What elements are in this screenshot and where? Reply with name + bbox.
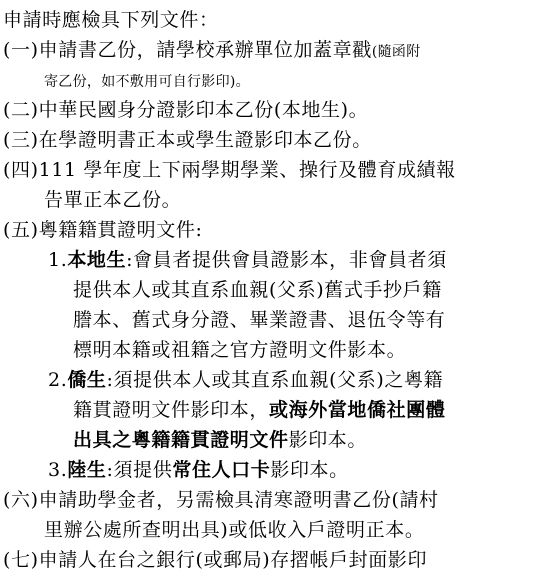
sub-3-text: :須提供 <box>106 459 173 481</box>
item-1-text: 申請書乙份，請學校承辦單位加蓋章戳 <box>38 39 372 61</box>
item-1-line-2 <box>3 65 547 95</box>
item-5-text: 粵籍籍貫證明文件: <box>38 219 203 241</box>
sub-2-text: :須提供本人或其直系血親(父系)之粵籍 <box>106 369 444 391</box>
item-5-sub-2-line-2 <box>3 395 547 425</box>
item-5-sub-2-line-3 <box>3 425 547 455</box>
item-6-line-1 <box>3 485 547 515</box>
item-4-label: (四) <box>3 159 39 181</box>
sub-3-emphasis: 常住人口卡 <box>172 459 271 481</box>
item-1-line-1 <box>3 35 547 65</box>
item-3-label: (三) <box>3 129 39 151</box>
sub-2-number: 2. <box>48 369 68 391</box>
sub-2-emphasis: 或海外當地僑社團體 <box>269 399 446 421</box>
item-5-sub-1-line-3: 謄本、舊式身分證、畢業證書、退伍令等有 <box>73 309 446 331</box>
item-4-line-2 <box>3 185 547 215</box>
item-6-label: (六) <box>3 489 39 511</box>
item-5-sub-1-line-2: 提供本人或其直系血親(父系)舊式手抄戶籍 <box>73 279 442 301</box>
item-2-text: 中華民國身分證影印本乙份(本地生)。 <box>38 99 369 121</box>
sub-2-plain-end: 影印本。 <box>288 429 368 451</box>
item-7-line-1 <box>3 545 547 575</box>
sub-1-text: :會員者提供會員證影本，非會員者須 <box>126 249 447 271</box>
sub-2-label: 僑生 <box>67 369 107 391</box>
item-4-line-1 <box>3 155 547 185</box>
sub-2-plain: 籍貫證明文件影印本， <box>73 399 270 421</box>
document-heading: 申請時應檢具下列文件： <box>3 9 219 31</box>
item-7-text: 申請人在台之銀行(或郵局)存摺帳戶封面影印 <box>38 549 428 571</box>
item-5-label: (五) <box>3 219 39 241</box>
item-5-sub-1-line-4: 標明本籍或祖籍之官方證明文件影本。 <box>73 339 407 361</box>
item-1-note-continued: 寄乙份，如不敷用可自行影印)。 <box>44 74 250 90</box>
sub-2-emphasis-continued: 出具之粵籍籍貫證明文件 <box>73 429 289 451</box>
item-5 <box>3 215 547 245</box>
item-3-text: 在學證明書正本或學生證影印本乙份。 <box>38 129 372 151</box>
item-5-sub-2-line-1 <box>3 365 547 395</box>
item-4-text: 111 學年度上下兩學期學業、操行及體育成績報 <box>38 159 456 181</box>
sub-3-number: 3. <box>48 459 68 481</box>
sub-3-text-end: 影印本。 <box>270 459 349 481</box>
item-2-label: (二) <box>3 99 39 121</box>
item-3 <box>3 125 547 155</box>
sub-3-label: 陸生 <box>67 459 107 481</box>
sub-1-label: 本地生 <box>67 249 127 271</box>
item-5-sub-3 <box>3 455 547 485</box>
item-1-label: (一) <box>3 39 39 61</box>
item-7-label: (七) <box>3 549 39 571</box>
item-6-line-2 <box>3 515 547 545</box>
item-4-text-continued: 告單正本乙份。 <box>44 189 182 211</box>
item-5-sub-1-line-1 <box>3 245 547 275</box>
item-6-text: 申請助學金者，另需檢具清寒證明書乙份(請村 <box>38 489 439 511</box>
item-1-note: (隨函附 <box>371 44 421 60</box>
item-6-text-continued: 里辦公處所查明出具)或低收入戶證明正本。 <box>44 519 425 541</box>
item-2 <box>3 95 547 125</box>
sub-1-number: 1. <box>48 249 68 271</box>
